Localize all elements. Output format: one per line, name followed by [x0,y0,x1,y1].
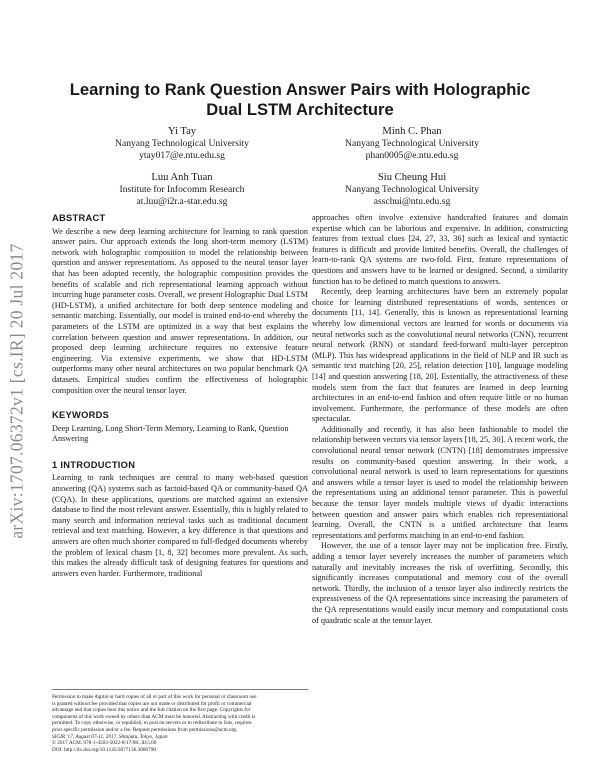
body-paragraph: approaches often involve extensive handcrafted features and domain expertise which can be laborious and expensive. In addition, constructing features from textual clues [24, 27, 33, 36] such as lexical and syntactic features is difficult and provide limited benefits. Overall, the challenges of learn-to-rank QA systems are two-fold. First, feature representations of questions and answers have to be learned or designed. Second, a similarity function has to be defined to match questions to answers. [312,213,568,286]
author-name: Luu Anh Tuan [151,172,213,183]
author-affiliation: Nanyang Technological University [345,138,479,149]
abstract-heading: ABSTRACT [52,213,106,223]
author-block [62,171,302,207]
permission-line: permitted. To copy otherwise, or republish, to post on servers or to redistribute to lists, requires [52,720,252,727]
author-affiliation: Nanyang Technological University [115,138,249,149]
author-email[interactable]: asschui@ntu.edu.sg [373,195,451,207]
body-paragraph: Additionally and recently, it has also been fashionable to model the relationship between vectors via tensor layers [18, 25, 30]. A recent work, the convolutional neural tensor network (CNTN) [18] demonstrates impressive results on community-based question answering. In their work, a convolutional neural network is used to learn representations for questions and answers while a tensor layer is used to model the relationship between the representations using an additional tensor parameter. This is powerful because the tensor layer models multiple views of dyadic interactions between question and answer pairs which enables rich representational learning. Overall, the CNTN is a unified architecture that learns representations and performs matching in an end-to-end fashion. [312,424,568,540]
permission-line: advantage and that copies bear this notice and the full citation on the first page. Copyrights for [52,707,251,714]
author-block [292,171,532,207]
author-email[interactable]: phan0005@e.ntu.edu.sg [365,149,459,161]
author-email[interactable]: ytay017@e.ntu.edu.sg [139,149,225,161]
right-column [312,213,568,626]
permission-notice [52,689,308,753]
introduction-paragraph: Learning to rank techniques are central to many web-based question answering (QA) systems such as factoid-based QA or community-based QA (CQA). In these applications, questions are matched against an extensive database to find the most relevant answer. Essentially, this is highly related to many search and information retrieval tasks such as traditional document retrieval and text matching. However, a key difference is that questions and answers are often much shorter compared to full-fledged documents whereby the problem of lexical chasm [1, 8, 32] becomes more prevalent. As such, this makes the already difficult task of designing features for questions and answers even harder. Furthermore, traditional [52,473,308,578]
doi-link[interactable]: DOI: http://dx.doi.org/10.1145/3077136.3080790 [52,746,156,753]
conference-line: SIGIR '17, August 07-11, 2017, Shinjuku, Tokyo, Japan [52,733,168,740]
body-paragraph: Recently, deep learning architectures have been an extremely popular choice for learning distributed representations of words, sentences or documents [11, 14]. Generally, this is known as representational learning whereby low dimensional vectors are learned for words or documents via neural networks such as the convolutional neural networks (CNN), recurrent neural network (RNN) or standard feed-forward multi-layer perceptron (MLP). This has widespread applications in the field of NLP and IR such as semantic text matching [20, 25], relation detection [10], language modeling [14] and question answering [18, 20]. Essentially, the attractiveness of these models stem from the fact that features are learned in deep learning architectures in an end-to-end fashion and often require little or no human involvement. Furthermore, the performance of these models are often spectacular. [312,287,568,424]
permission-line: prior specific permission and/or a fee. Request permissions from permissions@acm.org. [52,726,238,733]
author-name: Yi Tay [167,126,197,137]
left-column [52,213,308,579]
permission-line: Permission to make digital or hard copies of all or part of this work for personal or classroom use [52,694,257,700]
author-name: Siu Cheung Hui [377,172,447,183]
author-block [292,125,532,161]
author-email[interactable]: at.luu@i2r.a-star.edu.sg [136,195,228,207]
keywords-heading: KEYWORDS [52,410,110,421]
keywords-text: Deep Learning, Long Short-Term Memory, Learning to Rank, Question Answering [52,423,289,444]
paper-title: Learning to Rank Question Answer Pairs with Holographic Dual LSTM Architecture [69,80,531,119]
body-paragraph: However, the use of a tensor layer may not be implication free. Firstly, adding a tensor layer severely increases the number of parameters which naturally and inevitably increases the risk of overfitting. Secondly, this significantly increases computational and memory cost of the overall network. Thirdly, the inclusion of a tensor layer also indirectly restricts the expressiveness of the QA representations since increasing the parameters of the QA representations would easily incur memory and computational costs of quadratic scale at the tensor layer. [312,541,568,625]
abstract-text: We describe a new deep learning architecture for learning to rank question answer pairs. Our approach extends the long short-term memory (LSTM) network with holographic composition to model the relationship between question and answer representations. As opposed to the neural tensor layer that has been adopted recently, the holographic composition provides the benefits of scalable and rich representational learning approach without incurring huge parameter costs. Overall, we present Holographic Dual LSTM (HD-LSTM), a unified architecture for both deep sentence modeling and semantic matching. Essentially, our model is trained end-to-end whereby the parameters of the LSTM are optimized in a way that best explains the correlation between question and answer representations. In addition, our proposed deep learning architecture requires no extensive feature engineering. Via extensive experiments, we show that HD-LSTM outperforms many other neural architectures on two popular benchmark QA datasets. Empirical studies confirm the effectiveness of holographic composition over the neural tensor layer. [52,226,308,395]
author-affiliation: Institute for Infocomm Research [119,184,245,195]
introduction-heading: 1 INTRODUCTION [52,459,136,470]
copyright-line: © 2017 ACM. 978-1-4503-5022-8/17/08...$15.00 [52,740,157,747]
author-name: Minh C. Phan [382,126,442,137]
author-block [62,125,302,161]
author-affiliation: Nanyang Technological University [345,184,479,195]
permission-line: is granted without fee provided that copies are not made or distributed for profit or commercial [52,700,252,707]
arxiv-stamp: arXiv:1707.06372v1 [cs.IR] 20 Jul 2017 [6,243,27,539]
permission-line: components of this work owned by others than ACM must be honored. Abstracting with credit is [52,713,256,720]
